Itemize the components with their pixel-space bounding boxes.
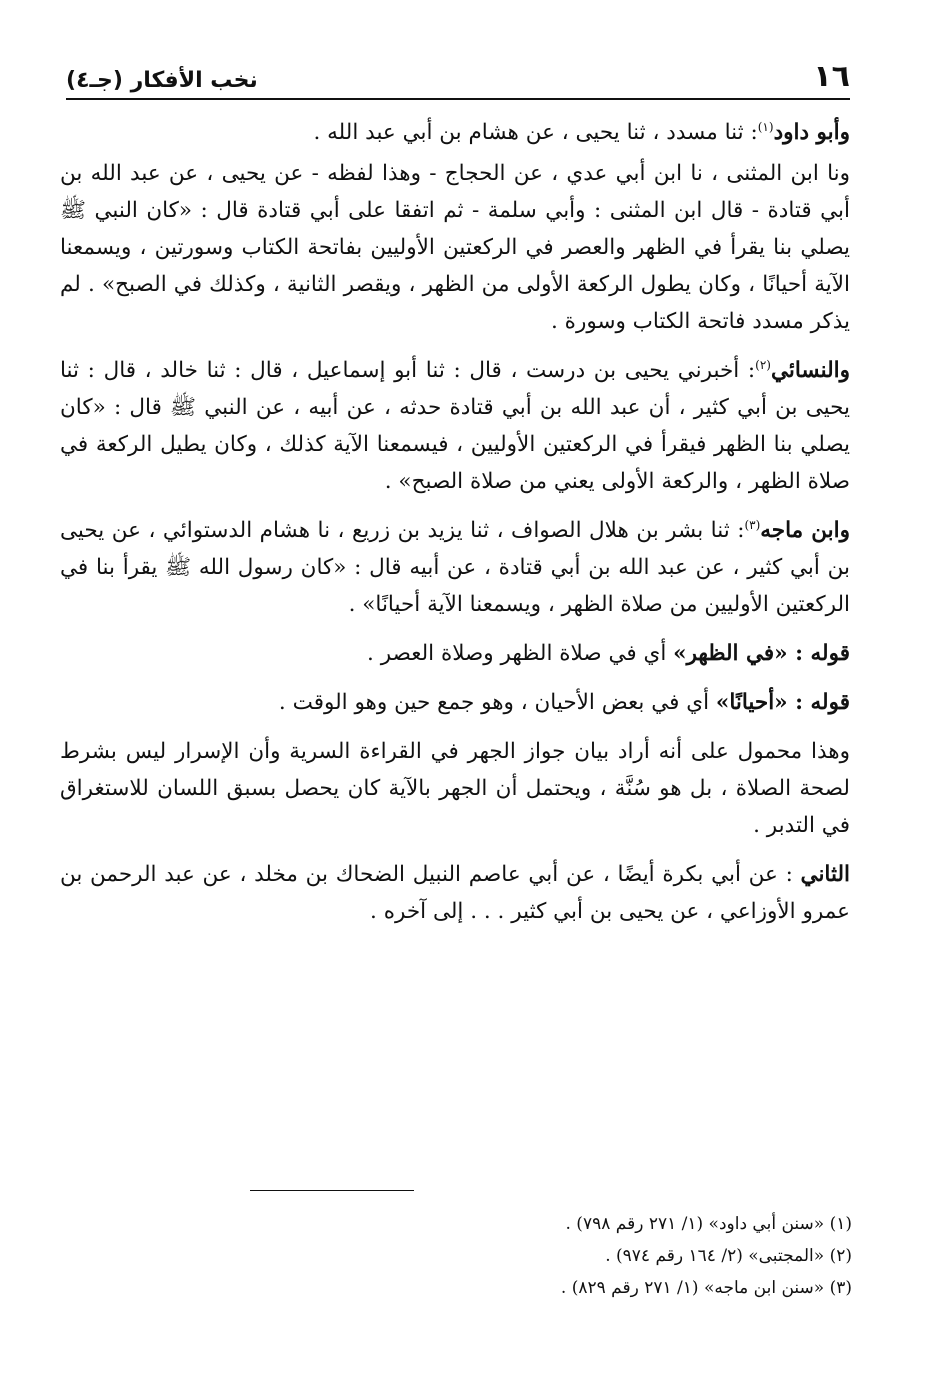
paragraph-lead: قوله : «في الظهر» [673, 641, 850, 666]
paragraph-commentary [60, 733, 850, 844]
paragraph-text: وهذا محمول على أنه أراد بيان جواز الجهر في القراءة السرية وأن الإسرار ليس بشرط لصحة الصلاة ، بل هو سُنَّة ، ويحتمل أن الجهر بالآية كان يحصل بسبق اللسان للاستغراق في التدبر . [60, 739, 850, 838]
paragraph-abu-dawud [60, 114, 850, 151]
paragraph-text: أي في بعض الأحيان ، وهو جمع حين وهو الوقت . [278, 690, 716, 715]
footnote-2: (٢) «المجتبى» (٢/ ١٦٤ رقم ٩٧٤) . [605, 1246, 852, 1266]
paragraph-text: : عن أبي بكرة أيضًا ، عن أبي عاصم النبيل الضحاك بن مخلد ، عن عبد الرحمن بن عمرو الأوزاعي ، عن يحيى بن أبي كثير . . . إلى آخره . [60, 862, 850, 924]
paragraph-text: ونا ابن المثنى ، نا ابن أبي عدي ، عن الحجاج - وهذا لفظه - عن يحيى ، عن عبد الله بن أبي قتادة - قال ابن المثنى : وأبي سلمة - ثم اتفقا على أبي قتادة قال : «كان النبي ﷺ يصلي بنا يقرأ في الظهر والعصر في الركعتين الأوليين بفاتحة الكتاب وسورتين ، ويسمعنا الآية أحيانًا ، وكان يطول الركعة الأولى من الظهر ، ويقصر الثانية ، وكذلك في الصبح» . لم يذكر مسدد فاتحة الكتاب وسورة . [60, 161, 850, 334]
footnote-ref: (٢) [755, 357, 771, 372]
paragraph-lead: والنسائي [770, 358, 850, 383]
footnotes [152, 1208, 852, 1304]
footnote-divider [250, 1190, 414, 1191]
paragraph-ahyanan [60, 684, 850, 721]
paragraph-lead: الثاني [800, 862, 850, 887]
paragraph-ibn-muthanna [60, 155, 850, 340]
paragraph-al-thani [60, 856, 850, 930]
paragraph-text: أي في صلاة الظهر وصلاة العصر . [367, 641, 674, 666]
paragraph-fi-al-zuhr [60, 635, 850, 672]
book-page [60, 50, 850, 934]
footnote-3: (٣) «سنن ابن ماجه» (١/ ٢٧١ رقم ٨٢٩) . [560, 1278, 852, 1298]
paragraph-ibn-majah [60, 512, 850, 623]
footnote-ref: (٣) [744, 517, 761, 532]
footnote-ref: (١) [757, 119, 774, 134]
paragraph-text: : ثنا بشر بن هلال الصواف ، ثنا يزيد بن زريع ، نا هشام الدستوائي ، عن يحيى بن أبي كثير ، عن عبد الله بن أبي قتادة ، عن أبيه قال : «كان رسول الله ﷺ يقرأ بنا في الركعتين الأوليين من صلاة الظهر ، ويسمعنا الآية أحيانًا» . [60, 518, 850, 617]
page-header [66, 50, 850, 100]
page-number: ١٦ [813, 59, 850, 94]
footnote-1: (١) «سنن أبي داود» (١/ ٢٧١ رقم ٧٩٨) . [565, 1214, 852, 1234]
paragraph-lead: قوله : «أحيانًا» [715, 690, 850, 715]
paragraph-nasai [60, 352, 850, 500]
paragraph-lead: وابن ماجه [760, 518, 850, 543]
running-title: نخب الأفكار (جـ٤) [66, 68, 258, 93]
paragraph-text: : أخبرني يحيى بن درست ، قال : ثنا أبو إسماعيل ، قال : ثنا خالد ، قال : ثنا يحيى بن أبي كثير ، أن عبد الله بن أبي قتادة حدثه ، عن أبيه ، عن النبي ﷺ قال : «كان يصلي بنا الظهر فيقرأ في الركعتين الأوليين ، فيسمعنا الآية كذلك ، وكان يطيل الركعة في صلاة الظهر ، والركعة الأولى يعني من صلاة الصبح» . [60, 358, 850, 494]
paragraph-text: : ثنا مسدد ، ثنا يحيى ، عن هشام بن أبي عبد الله . [313, 120, 758, 145]
paragraph-lead: وأبو داود [773, 120, 850, 145]
main-text [60, 114, 850, 930]
